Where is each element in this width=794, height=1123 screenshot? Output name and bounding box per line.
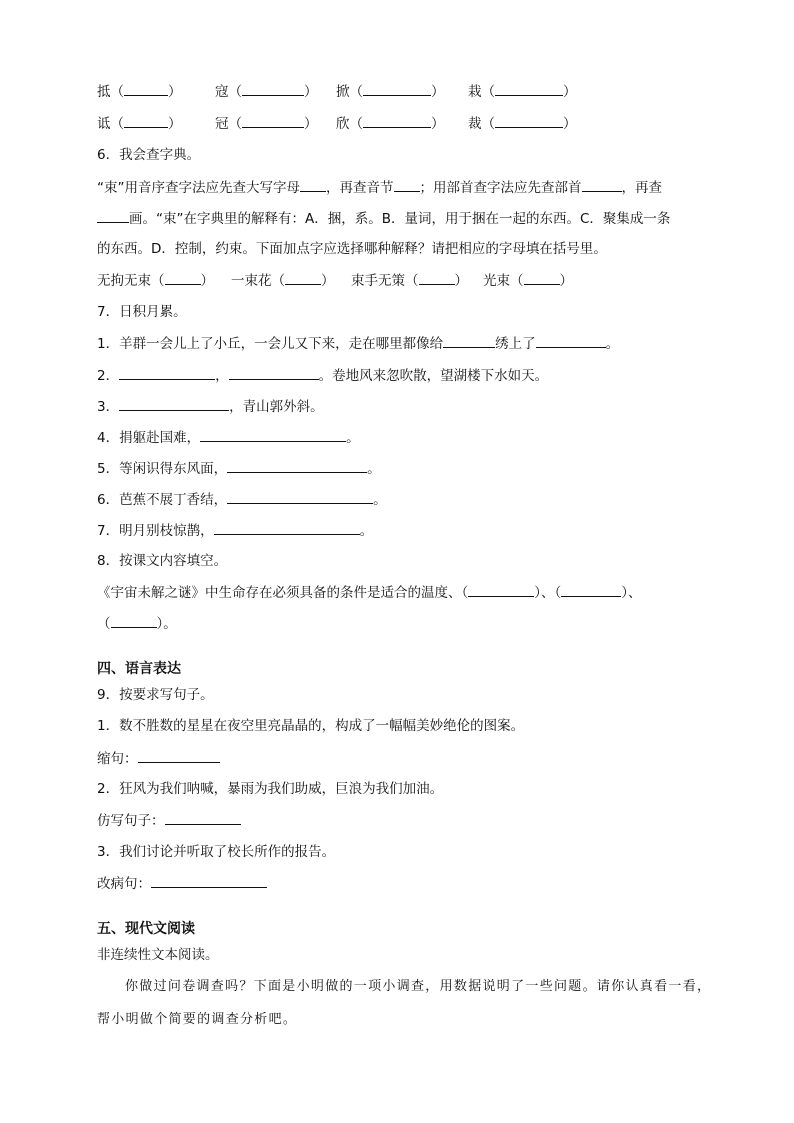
answer-blank[interactable]	[524, 270, 560, 285]
answer-blank[interactable]	[138, 748, 220, 763]
char-prompt: 抵（	[97, 84, 124, 100]
answer-blank[interactable]	[419, 270, 455, 285]
char-prompt: 欣（	[336, 116, 363, 132]
q7-title: 7．日积月累。	[97, 304, 187, 320]
char-prompt: 寇（	[215, 84, 242, 100]
answer-blank[interactable]	[582, 177, 622, 192]
q6-item: 一束花（	[231, 273, 285, 289]
answer-blank[interactable]	[97, 208, 129, 223]
q7-line-5: 5．等闲识得东风面， 。	[97, 458, 381, 479]
answer-blank[interactable]	[300, 177, 326, 192]
q7-line-2: 2． ， 。卷地风来忽吹散，望湖楼下水如天。	[97, 365, 548, 386]
answer-blank[interactable]	[536, 333, 606, 348]
answer-blank[interactable]	[242, 113, 304, 128]
q9-title: 9．按要求写句子。	[97, 687, 214, 703]
q6-item: 束手无策（	[351, 273, 419, 289]
answer-blank[interactable]	[124, 113, 168, 128]
q7-line-1: 1．羊群一会儿上了小丘，一会儿又下来，走在哪里都像给 绣上了 。	[97, 333, 619, 354]
worksheet-page: 抵（ ） 寇（ ） 掀（ ） 栽（ ） 诋（ ） 冠（ ） 欣（ ） 裁（ ） 6．我会查字典。 “束”用音序查字法应先查大写字母 ，再查音节 ；用部首查字法应先查部首 ，再查 画。“束”在字典里的解释有：A．捆，系。B．量词，用于捆在一起的东西。C．聚集成一条 的东西。D．控制，约束。下面加点字应选择哪种解释？请把相应的字母填在括号里。 无拘无束（ ） 一束花（ ） 束手无策（ ） 光束（ ） 7．日积月累。 1．羊群一会儿上了小丘，一会儿又下来，走在哪里都像给 绣上了 。 2． ， 。卷地风来忽吹散，望湖楼下水如天。 3． ，青山郭外斜。 4．捐躯赴国难， 。 5．等闲识得东风面， 。 6．芭蕉不展丁香结， 。 7．明月别枝惊鹊， 。 8．按课文内容填空。 《宇宙未解之谜》中生命存在必须具备的条件是适合的温度、（ ）、（ ）、 （ ）。 四、语言表达 9．按要求写句子。 1．数不胜数的星星在夜空里亮晶晶的，构成了一幅幅美妙绝伦的图案。 缩句： 2．狂风为我们呐喊，暴雨为我们助威，巨浪为我们加油。 仿写句子： 3．我们讨论并听取了校长所作的报告。 改病句： 五、现代文阅读 非连续性文本阅读。 你做过问卷调查吗？下面是小明做的一项小调查，用数据说明了一些问题。请你认真看一看， 帮小明做个简要的调查分析吧。	[0, 0, 794, 1123]
answer-blank[interactable]	[394, 177, 420, 192]
q6-para-line-2: 画。“束”在字典里的解释有：A．捆，系。B．量词，用于捆在一起的东西。C．聚集成一条	[97, 208, 670, 229]
answer-blank[interactable]	[165, 270, 201, 285]
answer-blank[interactable]	[285, 270, 321, 285]
q8-title: 8．按课文内容填空。	[97, 553, 228, 569]
answer-blank[interactable]	[165, 810, 241, 825]
reading-paragraph-line-1: 你做过问卷调查吗？下面是小明做的一项小调查，用数据说明了一些问题。请你认真看一看，	[125, 979, 712, 994]
answer-blank[interactable]	[242, 81, 304, 96]
section-5-subtitle: 非连续性文本阅读。	[97, 947, 219, 963]
q9-sentence-1: 1．数不胜数的星星在夜空里亮晶晶的，构成了一幅幅美妙绝伦的图案。	[97, 718, 525, 734]
q9-answer-3: 改病句：	[97, 873, 267, 894]
q9-sentence-2: 2．狂风为我们呐喊，暴雨为我们助威，巨浪为我们加油。	[97, 781, 444, 797]
q8-line-1: 《宇宙未解之谜》中生命存在必须具备的条件是适合的温度、（ ）、（ ）、	[97, 582, 642, 603]
q9-answer-1: 缩句：	[97, 748, 220, 769]
answer-blank[interactable]	[214, 520, 360, 535]
char-prompt: 诋（	[97, 116, 124, 132]
answer-blank[interactable]	[124, 81, 168, 96]
char-prompt: 栽（	[468, 84, 495, 100]
q7-line-4: 4．捐躯赴国难， 。	[97, 427, 360, 448]
answer-blank[interactable]	[363, 113, 431, 128]
q6-para-line-1: “束”用音序查字法应先查大写字母 ，再查音节 ；用部首查字法应先查部首 ，再查	[97, 177, 662, 198]
q7-line-7: 7．明月别枝惊鹊， 。	[97, 520, 373, 541]
answer-blank[interactable]	[561, 582, 621, 597]
answer-blank[interactable]	[200, 427, 346, 442]
answer-blank[interactable]	[495, 113, 563, 128]
q6-title: 6．我会查字典。	[97, 147, 201, 163]
answer-blank[interactable]	[495, 81, 563, 96]
answer-blank[interactable]	[227, 458, 367, 473]
q7-line-3: 3． ，青山郭外斜。	[97, 396, 324, 417]
answer-blank[interactable]	[229, 365, 319, 380]
answer-blank[interactable]	[363, 81, 431, 96]
answer-blank[interactable]	[227, 489, 373, 504]
answer-blank[interactable]	[468, 582, 534, 597]
section-5-heading: 五、现代文阅读	[97, 921, 195, 937]
reading-paragraph-line-2: 帮小明做个简要的调查分析吧。	[97, 1012, 298, 1027]
q8-line-2: （ ）。	[97, 613, 177, 634]
q6-para-line-3: 的东西。D．控制，约束。下面加点字应选择哪种解释？请把相应的字母填在括号里。	[97, 241, 607, 257]
char-prompt: 裁（	[468, 116, 495, 132]
q9-sentence-3: 3．我们讨论并听取了校长所作的报告。	[97, 844, 336, 860]
q9-answer-2: 仿写句子：	[97, 810, 241, 831]
answer-blank[interactable]	[119, 365, 215, 380]
answer-blank[interactable]	[151, 873, 267, 888]
char-prompt: 冠（	[215, 116, 242, 132]
answer-blank[interactable]	[119, 396, 229, 411]
answer-blank[interactable]	[111, 613, 157, 628]
q7-line-6: 6．芭蕉不展丁香结， 。	[97, 489, 387, 510]
char-prompt: 掀（	[336, 84, 363, 100]
section-4-heading: 四、语言表达	[97, 661, 181, 677]
q6-item: 光束（	[483, 273, 524, 289]
q6-item: 无拘无束（	[97, 273, 165, 289]
answer-blank[interactable]	[443, 333, 495, 348]
